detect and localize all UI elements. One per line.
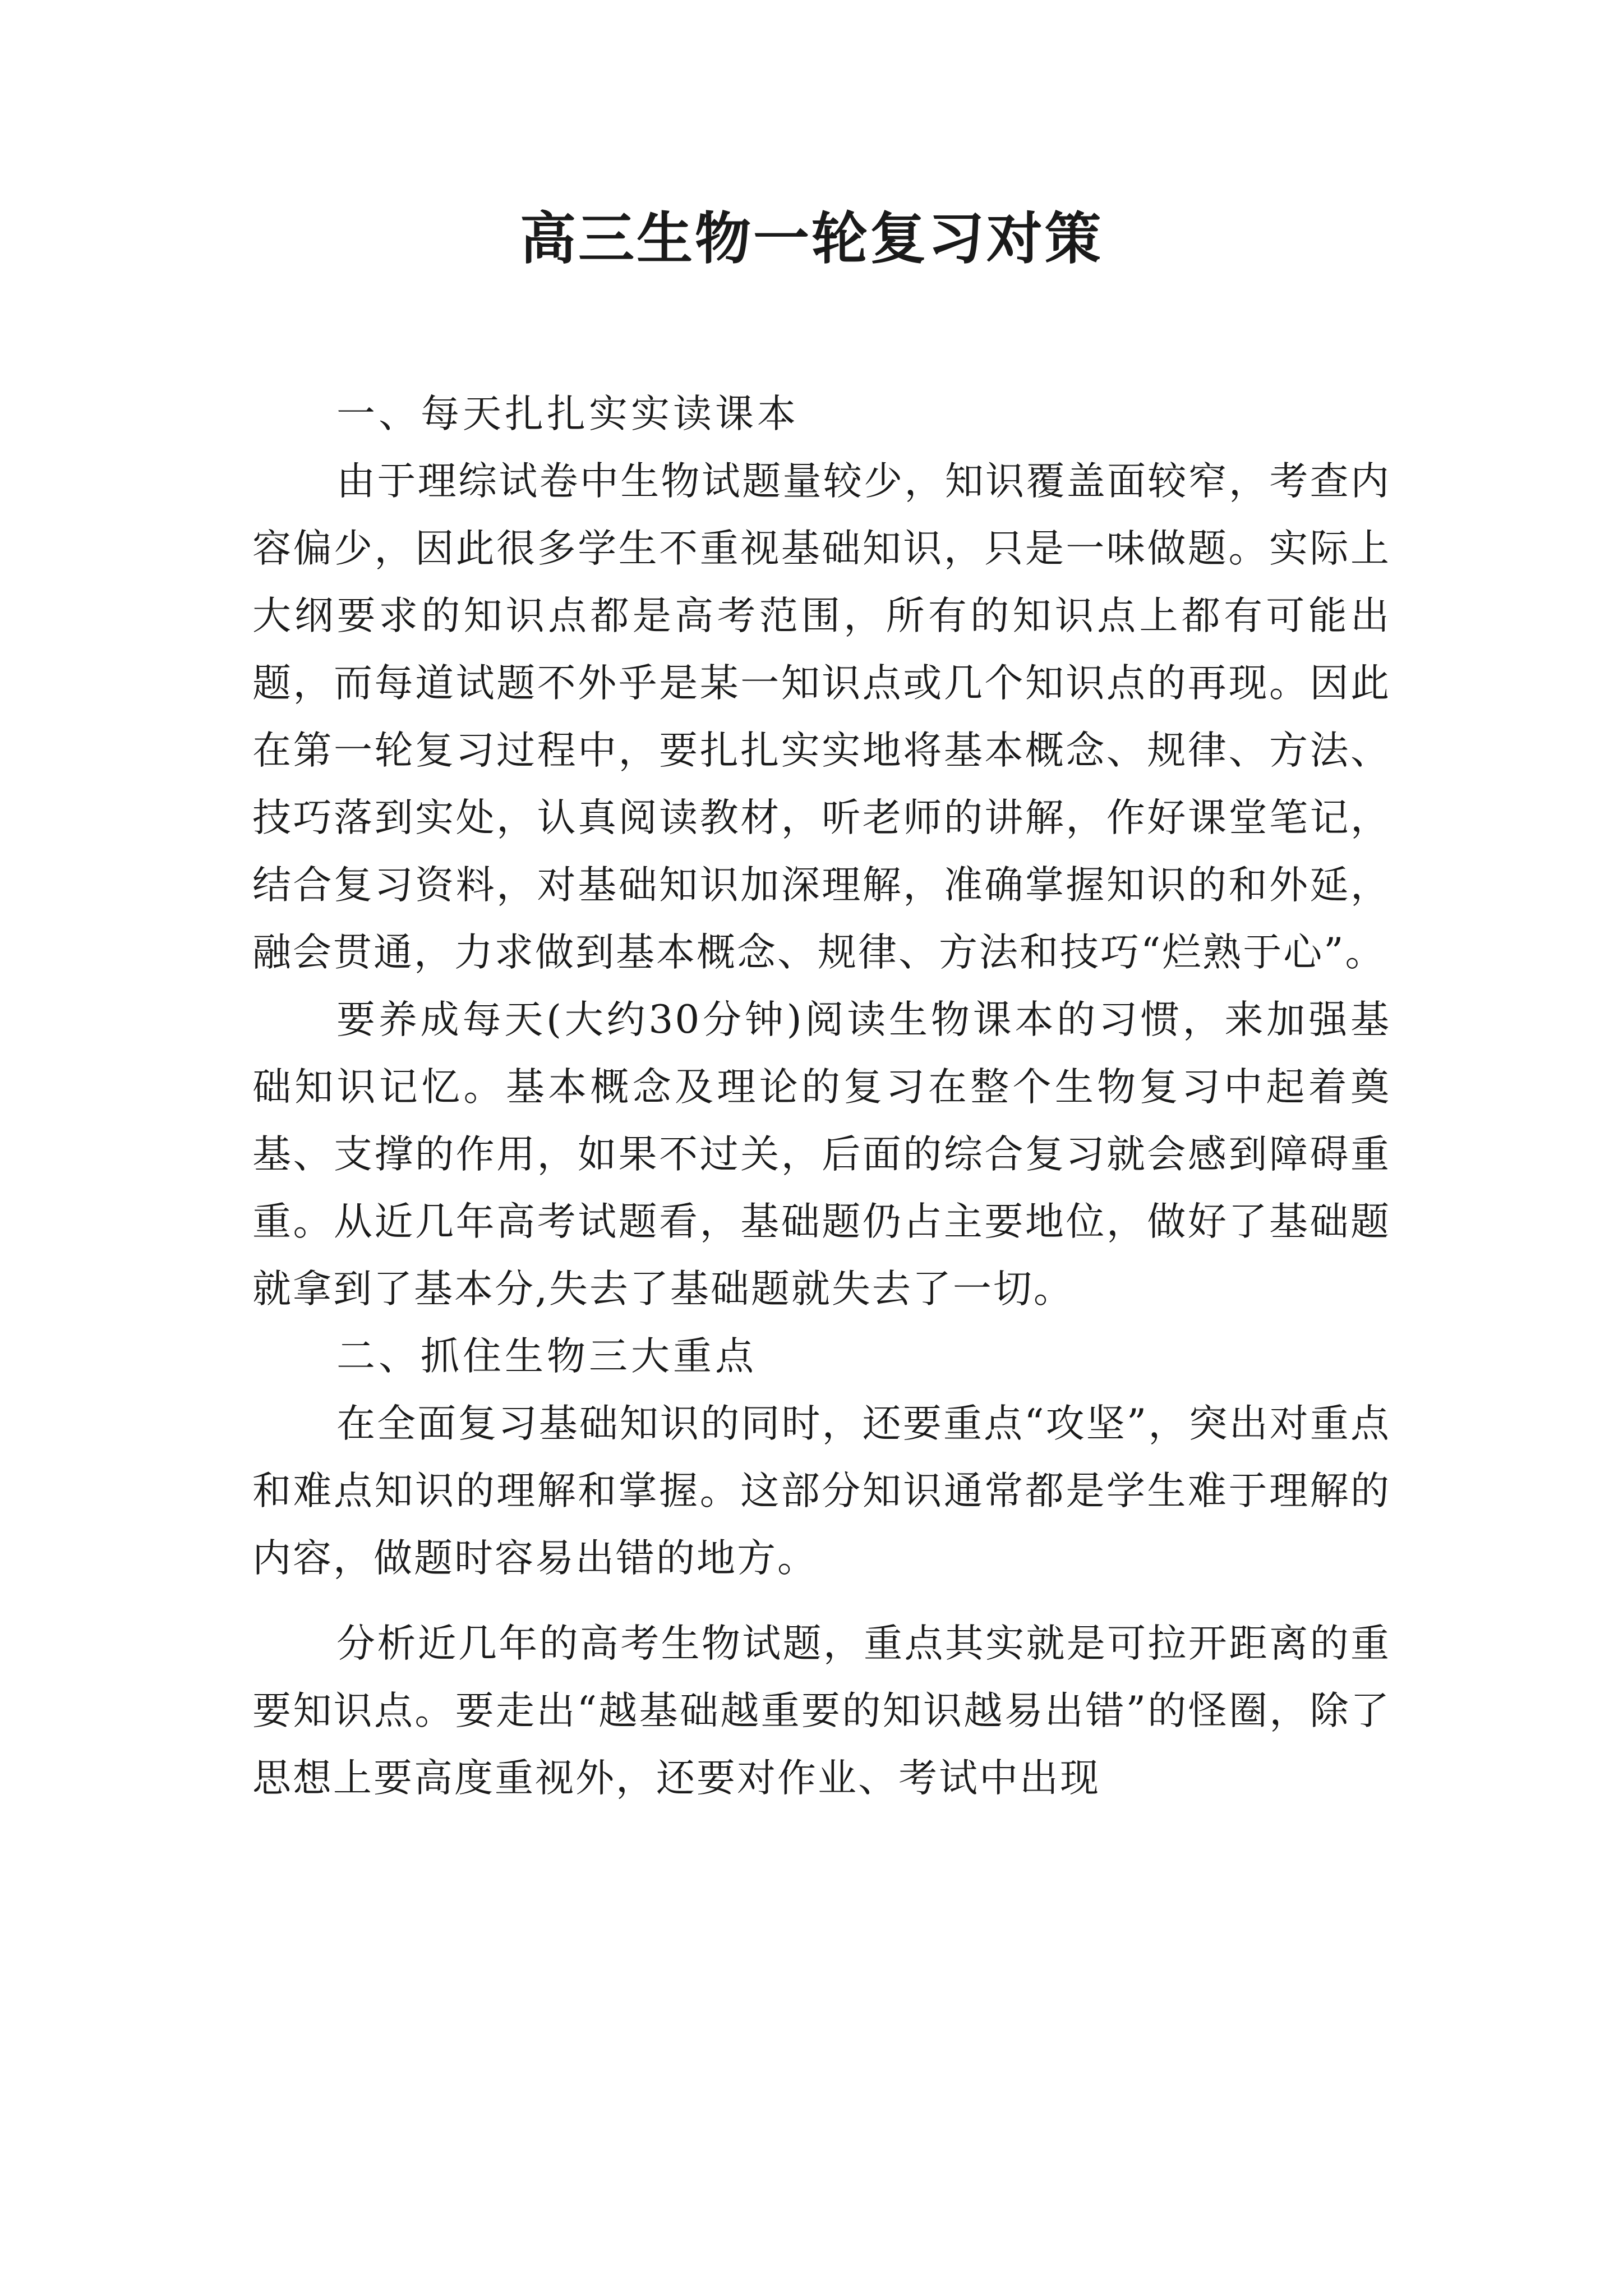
document-title: 高三生物一轮复习对策 <box>520 205 1103 272</box>
paragraph-2: 要养成每天(大约30分钟)阅读生物课本的习惯，来加强基础知识记忆。基本概念及理论的复习在整个生物复习中起着奠基、支撑的作用，如果不过关，后面的综合复习就会感到障碍重重。从近几年高考试题看，基础题仍占主要地位，做好了基础题就拿到了基本分,失去了基础题就失去了一切。 <box>252 997 1391 1312</box>
section-heading-1: 一、每天扎扎实实读课本 <box>336 392 799 436</box>
paragraph-1: 由于理综试卷中生物试题量较少，知识覆盖面较窄，考查内容偏少，因此很多学生不重视基础知识，只是一味做题。实际上大纲要求的知识点都是高考范围，所有的知识点上都有可能出题，而每道试题不外乎是某一知识点或几个知识点的再现。因此在第一轮复习过程中，要扎扎实实地将基本概念、规律、方法、技巧落到实处，认真阅读教材，听老师的讲解，作好课堂笔记，结合复习资料，对基础知识加深理解，准确掌握知识的和外延，融会贯通，力求做到基本概念、规律、方法和技巧“烂熟于心”。 <box>252 459 1391 975</box>
paragraph-4: 分析近几年的高考生物试题，重点其实就是可拉开距离的重要知识点。要走出“越基础越重要的知识越易出错”的怪圈，除了思想上要高度重视外，还要对作业、考试中出现 <box>252 1621 1391 1801</box>
section-heading-2: 二、抓住生物三大重点 <box>336 1334 757 1379</box>
paragraph-3: 在全面复习基础知识的同时，还要重点“攻坚”，突出对重点和难点知识的理解和掌握。这部分知识通常都是学生难于理解的内容，做题时容易出错的地方。 <box>252 1401 1391 1581</box>
document-body <box>252 380 1391 1812</box>
